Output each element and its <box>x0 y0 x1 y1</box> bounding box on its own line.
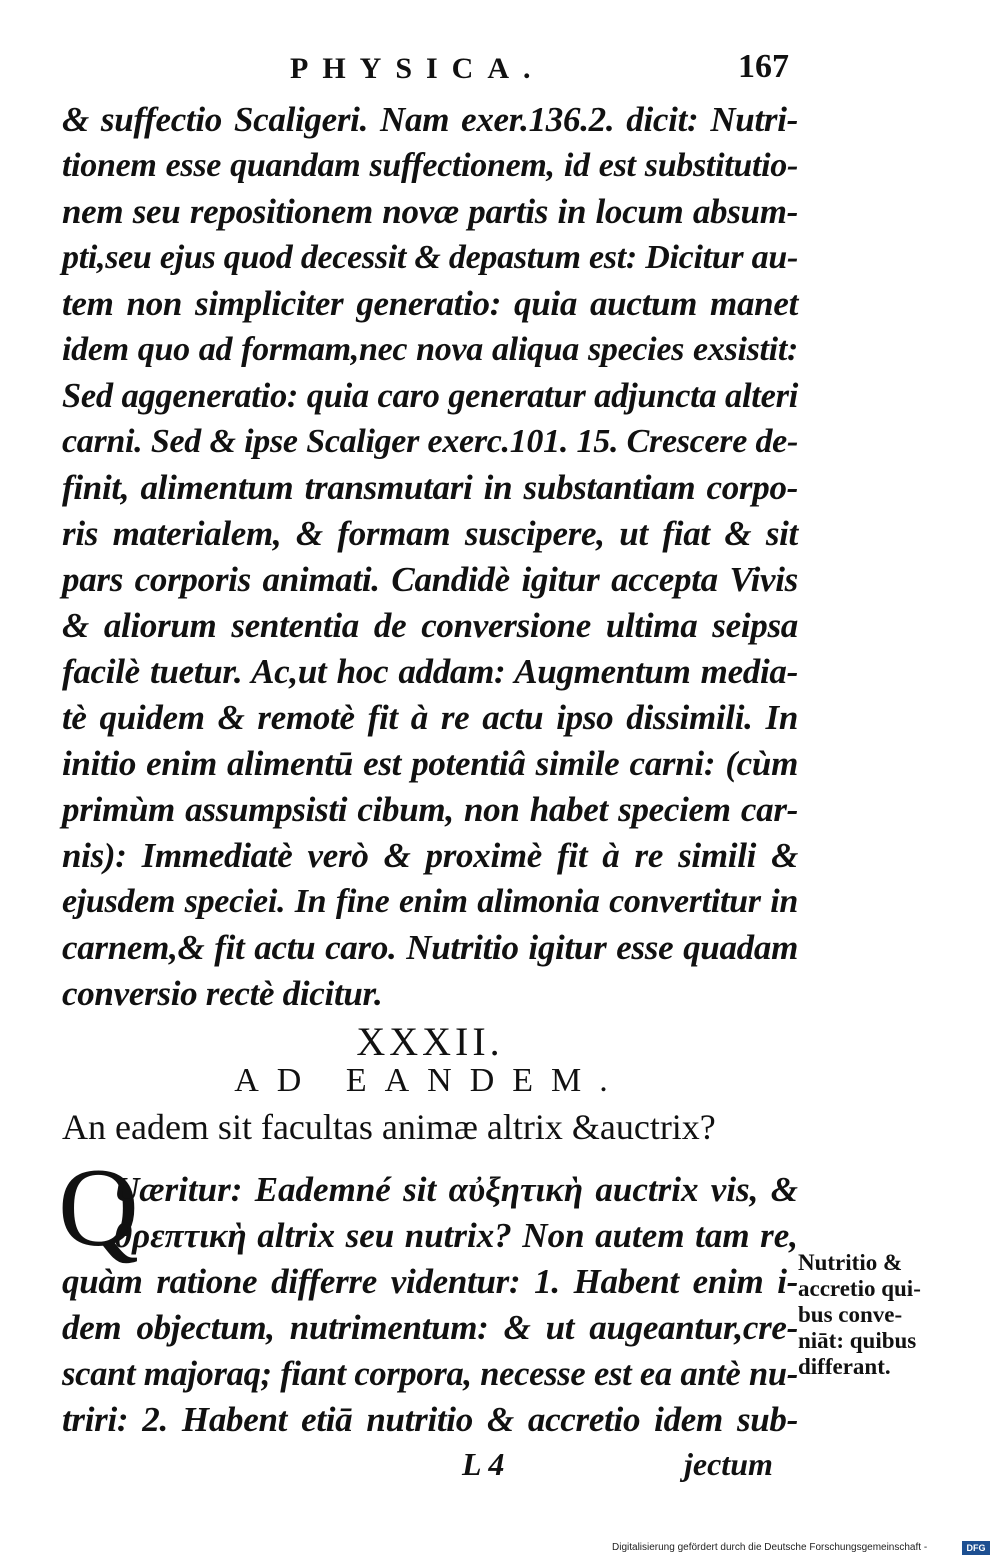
signature-mark: L 4 <box>462 1446 505 1482</box>
margin-note-line: differant. <box>798 1354 891 1379</box>
text-line: Sed aggeneratio: quia caro generatur adjuncta alteri <box>62 377 798 415</box>
text-line: tè quidem & remotè fit à re actu ipso dissimili. In <box>62 698 798 737</box>
section-subtitle: AD EANDEM. <box>234 1062 626 1099</box>
text-line: idem quo ad formam,nec nova aliqua species exsistit: <box>62 331 798 368</box>
text-line: carnem,& fit actu caro. Nutritio igitur esse quadam <box>62 928 798 967</box>
text-line: finit, alimentum transmutari in substantiam corpo- <box>62 468 798 507</box>
text-line: θρεπτικὴ altrix seu nutrix? Non autem tam re, <box>114 1216 798 1255</box>
text-line: triri: 2. Habent etiā nutritio & accretio idem sub- <box>62 1400 798 1439</box>
text-line: scant majoraq; fiant corpora, necesse est ea antè nu- <box>62 1355 798 1393</box>
text-line: carni. Sed & ipse Scaliger exerc.101. 15. Crescere de- <box>62 423 798 460</box>
text-line: quàm ratione differre videntur: 1. Habent enim i- <box>62 1262 798 1301</box>
dfg-logo: DFG <box>962 1541 990 1555</box>
text-line: nis): Immediatè verò & proximè fit à re simili & <box>62 836 798 875</box>
text-line: initio enim alimentū est potentiâ simile carni: (cùm <box>62 744 798 783</box>
text-line: pti,seu ejus quod decessit & depastum est: Dicitur au- <box>62 239 798 276</box>
margin-note-line: bus conve- <box>798 1302 903 1327</box>
text-line: tem non simpliciter generatio: quia auctum manet <box>62 284 798 323</box>
text-line: facilè tuetur. Ac,ut hoc addam: Augmentum media- <box>62 652 798 691</box>
text-line: ris materialem, & formam suscipere, ut fiat & sit <box>62 514 798 553</box>
text-line: ejusdem speciei. In fine enim alimonia convertitur in <box>62 883 798 920</box>
text-line: primùm assumpsisti cibum, non habet speciem car- <box>62 790 798 829</box>
text-line: & aliorum sententia de conversione ultima seipsa <box>62 606 798 645</box>
margin-note-line: niāt: quibus <box>798 1328 917 1353</box>
text-line: & suffectio Scaligeri. Nam exer.136.2. dicit: Nutri- <box>62 100 798 139</box>
margin-note <box>798 1250 968 1380</box>
digitization-credit: Digitalisierung gefördert durch die Deutsche Forschungsgemeinschaft - <box>612 1542 928 1553</box>
page-number: 167 <box>738 48 789 85</box>
margin-note-line: accretio qui- <box>798 1276 921 1301</box>
text-line: conversio rectè dicitur. <box>62 974 383 1013</box>
text-line: dem objectum, nutrimentum: & ut augeantur,cre- <box>62 1308 798 1347</box>
text-line: Uæritur: Eademné sit αὐξητικὴ auctrix vis, & <box>114 1170 798 1209</box>
text-line: pars corporis animati. Candidè igitur accepta Vivis <box>62 560 798 599</box>
drop-cap: Q <box>58 1146 139 1270</box>
text-line: nem seu repositionem novæ partis in locum absum- <box>62 192 798 231</box>
catchword: jectum <box>684 1446 773 1482</box>
question-title: An eadem sit facultas animæ altrix &auctrix? <box>62 1107 716 1147</box>
running-head <box>0 48 1000 92</box>
margin-note-line: Nutritio & <box>798 1250 903 1275</box>
section-number: XXXII. <box>356 1019 504 1064</box>
text-line: tionem esse quandam suffectionem, id est substitutio- <box>62 147 798 184</box>
running-head-title: PHYSICA. <box>290 52 545 85</box>
